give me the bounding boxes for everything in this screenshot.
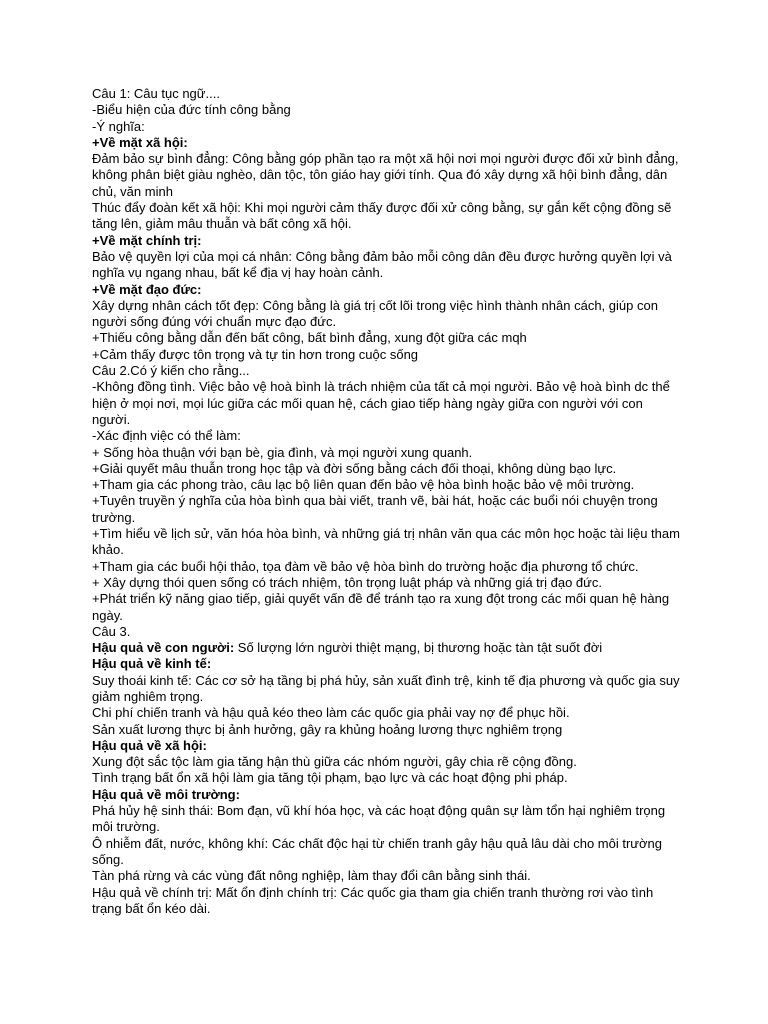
paragraph: + Sống hòa thuận với bạn bè, gia đình, và mọi người xung quanh.: [92, 444, 473, 460]
paragraph: Suy thoái kinh tế: Các cơ sở hạ tầng bị phá hủy, sản xuất đình trệ, kinh tế địa phương và quốc gia suy giảm nghiêm trọng.: [92, 672, 680, 704]
paragraph: Tàn phá rừng và các vùng đất nông nghiệp, làm thay đổi cân bằng sinh thái.: [92, 868, 531, 884]
paragraph: Chi phí chiến tranh và hậu quả kéo theo làm các quốc gia phải vay nợ để phục hồi.: [92, 705, 570, 721]
paragraph: Hậu quả về con người: Số lượng lớn người thiệt mạng, bị thương hoặc tàn tật suốt đời: [92, 640, 603, 656]
paragraph: Câu 1: Câu tục ngữ....: [92, 86, 220, 101]
paragraph: Ô nhiễm đất, nước, không khí: Các chất độc hại từ chiến tranh gây hậu quả lâu dài cho môi trường sống.: [92, 835, 662, 867]
paragraph: +Cảm thấy được tôn trọng và tự tin hơn trong cuộc sống: [92, 346, 419, 362]
paragraph: -Biểu hiện của đức tính công bằng: [92, 102, 291, 118]
paragraph: Bảo vệ quyền lợi của mọi cá nhân: Công bằng đảm bảo mỗi công dân đều được hưởng quyền lợi và nghĩa vụ ngang nhau, bất kể địa vị hay hoàn cảnh.: [92, 248, 672, 281]
paragraph: Sản xuất lương thực bị ảnh hưởng, gây ra khủng hoảng lương thực nghiêm trọng: [92, 721, 563, 737]
paragraph: Tình trạng bất ổn xã hội làm gia tăng tội phạm, bạo lực và các hoạt động phi pháp.: [92, 770, 568, 786]
paragraph: Phá hủy hệ sinh thái: Bom đạn, vũ khí hóa học, và các hoạt động quân sự làm tổn hại nghiêm trọng môi trường.: [92, 803, 666, 835]
section-heading: Hậu quả về xã hội:: [92, 737, 207, 753]
paragraph: -Ý nghĩa:: [92, 118, 145, 134]
paragraph: Đảm bảo sự bình đẳng: Công bằng góp phần tạo ra một xã hội nơi mọi người được đối xử bình đẳng, không phân biệt giàu nghèo, dân tộc, tôn giáo hay giới tính. Qua đó xây dựng xã hội bình đẳng, dân chủ, văn minh: [92, 151, 679, 199]
paragraph: +Tham gia các phong trào, câu lạc bộ liên quan đến bảo vệ hòa bình hoặc bảo vệ môi trường.: [92, 477, 635, 493]
paragraph: +Phát triển kỹ năng giao tiếp, giải quyết vấn đề để tránh tạo ra xung đột trong các mối quan hệ hàng ngày.: [92, 591, 670, 623]
paragraph: -Không đồng tình. Việc bảo vệ hoà bình là trách nhiệm của tất cả mọi người. Bảo vệ hoà bình dc thể hiện ở mọi nơi, mọi lúc giữa các mối quan hệ, cách giao tiếp hàng ngày giữa con người với con người.: [92, 379, 670, 427]
section-heading: +Về mặt chính trị:: [92, 232, 202, 248]
paragraph: Thúc đẩy đoàn kết xã hội: Khi mọi người cảm thấy được đối xử công bằng, sự gắn kết cộng đồng sẽ tăng lên, giảm mâu thuẫn và bất công xã hội.: [92, 200, 672, 232]
paragraph: +Thiếu công bằng dẫn đến bất công, bất bình đẳng, xung đột giữa các mqh: [92, 330, 527, 346]
section-heading: +Về mặt xã hội:: [92, 134, 188, 150]
document-body: [92, 86, 682, 917]
paragraph: Hậu quả về chính trị: Mất ổn định chính trị: Các quốc gia tham gia chiến tranh thường rơi vào tình trạng bất ổn kéo dài.: [92, 884, 654, 916]
paragraph: Xung đột sắc tộc làm gia tăng hận thù giữa các nhóm người, gây chia rẽ cộng đồng.: [92, 754, 577, 770]
section-heading: +Về mặt đạo đức:: [92, 281, 202, 297]
paragraph: Câu 3.: [92, 623, 131, 639]
paragraph: +Tham gia các buổi hội thảo, tọa đàm về bảo vệ hòa bình do trường hoặc địa phương tổ chức.: [92, 558, 639, 574]
paragraph: +Tuyên truyền ý nghĩa của hòa bình qua bài viết, tranh vẽ, bài hát, hoặc các buổi nói chuyện trong trường.: [92, 493, 658, 525]
paragraph: Xây dựng nhân cách tốt đẹp: Công bằng là giá trị cốt lõi trong việc hình thành nhân cách, giúp con người sống đúng với chuẩn mực đạo đức.: [92, 297, 658, 330]
paragraph: -Xác định việc có thể làm:: [92, 428, 241, 444]
section-heading: Hậu quả về môi trường:: [92, 786, 240, 802]
paragraph: Câu 2.Có ý kiến cho rằng...: [92, 363, 250, 379]
paragraph: +Tìm hiểu về lịch sử, văn hóa hòa bình, và những giá trị nhân văn qua các môn học hoặc tài liệu tham khảo.: [92, 526, 680, 558]
paragraph: +Giải quyết mâu thuẫn trong học tập và đời sống bằng cách đối thoại, không dùng bạo lực.: [92, 460, 617, 476]
paragraph: + Xây dựng thói quen sống có trách nhiệm, tôn trọng luật pháp và những giá trị đạo đức.: [92, 574, 602, 590]
section-heading: Hậu quả về kinh tế:: [92, 656, 212, 672]
